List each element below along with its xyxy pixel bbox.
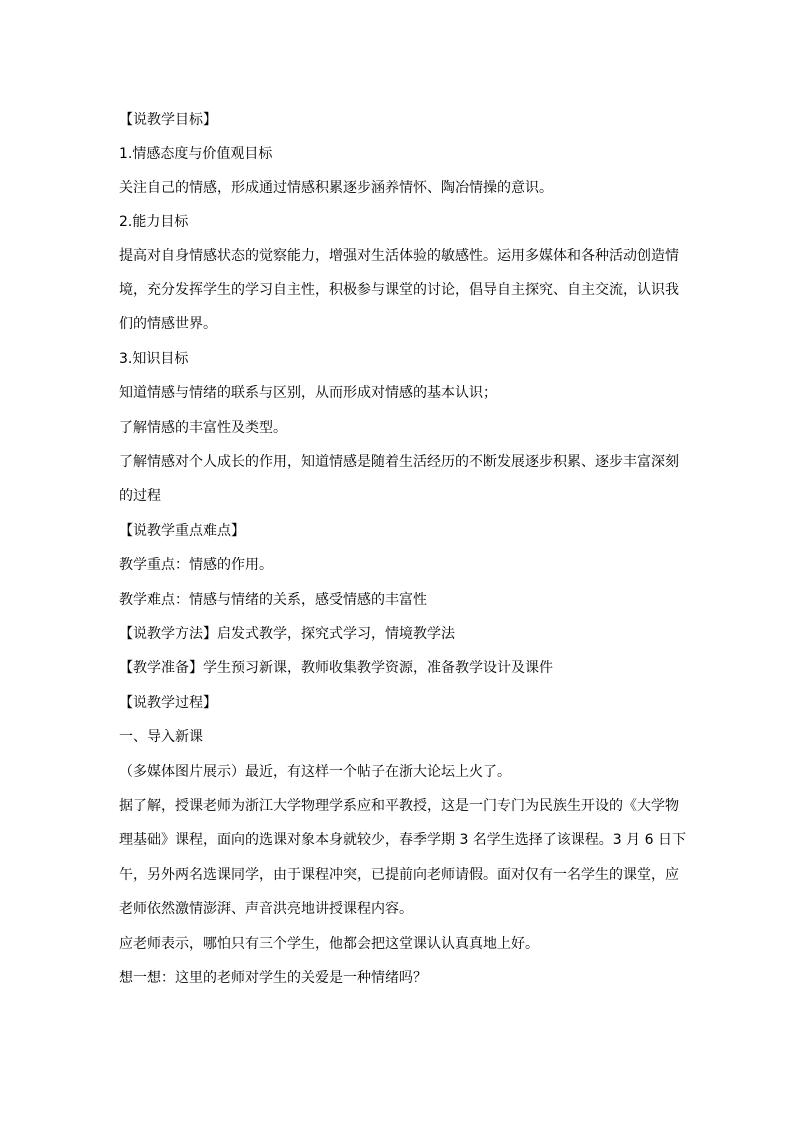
heading-key-points: 【说教学重点难点】 <box>119 523 245 539</box>
question-line: 想一想：这里的老师对学生的关爱是一种情绪吗？ <box>119 970 427 986</box>
subheading-emotional-goal: 1.情感态度与价值观目标 <box>119 146 273 162</box>
paragraph-line: 午，另外两名选课同学，由于课程冲突，已提前向老师请假。面对仅有一名学生的课堂，应 <box>119 867 679 883</box>
paragraph-line: 教学重点：情感的作用。 <box>119 557 273 573</box>
paragraph-line: 老师依然激情澎湃、声音洪亮地讲授课程内容。 <box>119 901 413 917</box>
paragraph-line: 了解情感对个人成长的作用，知道情感是随着生活经历的不断发展逐步积累、逐步丰富深刻 <box>119 454 679 470</box>
paragraph-line: 境，充分发挥学生的学习自主性，积极参与课堂的讨论，倡导自主探究、自主交流，认识我 <box>119 282 679 298</box>
paragraph-line: （多媒体图片展示）最近，有这样一个帖子在浙大论坛上火了。 <box>119 764 511 780</box>
paragraph-line: 应老师表示，哪怕只有三个学生，他都会把这堂课认认真真地上好。 <box>119 936 539 952</box>
heading-teaching-process: 【说教学过程】 <box>119 695 217 711</box>
heading-teaching-goals: 【说教学目标】 <box>119 112 217 128</box>
paragraph-line: 的过程 <box>119 488 161 504</box>
paragraph-line: 理基础》课程，面向的选课对象本身就较少，春季学期 3 名学生选择了该课程。3 月 6 日下 <box>119 832 686 848</box>
paragraph-line: 知道情感与情绪的联系与区别，从而形成对情感的基本认识； <box>119 385 497 401</box>
paragraph-line: 据了解，授课老师为浙江大学物理学系应和平教授，这是一门专门为民族生开设的《大学物 <box>119 798 679 814</box>
subheading-knowledge-goal: 3.知识目标 <box>119 351 189 367</box>
subheading-introduction: 一、导入新课 <box>119 729 203 745</box>
heading-preparation: 【教学准备】学生预习新课，教师收集教学资源，准备教学设计及课件 <box>119 660 553 676</box>
paragraph-line: 提高对自身情感状态的觉察能力，增强对生活体验的敏感性。运用多媒体和各种活动创造情 <box>119 248 679 264</box>
paragraph-line: 教学难点：情感与情绪的关系，感受情感的丰富性 <box>119 592 427 608</box>
paragraph-line: 了解情感的丰富性及类型。 <box>119 420 287 436</box>
paragraph-line: 关注自己的情感，形成通过情感积累逐步涵养情怀、陶冶情操的意识。 <box>119 180 553 196</box>
subheading-ability-goal: 2.能力目标 <box>119 214 189 230</box>
heading-teaching-method: 【说教学方法】启发式教学，探究式学习，情境教学法 <box>119 626 455 642</box>
paragraph-line: 们的情感世界。 <box>119 316 217 332</box>
